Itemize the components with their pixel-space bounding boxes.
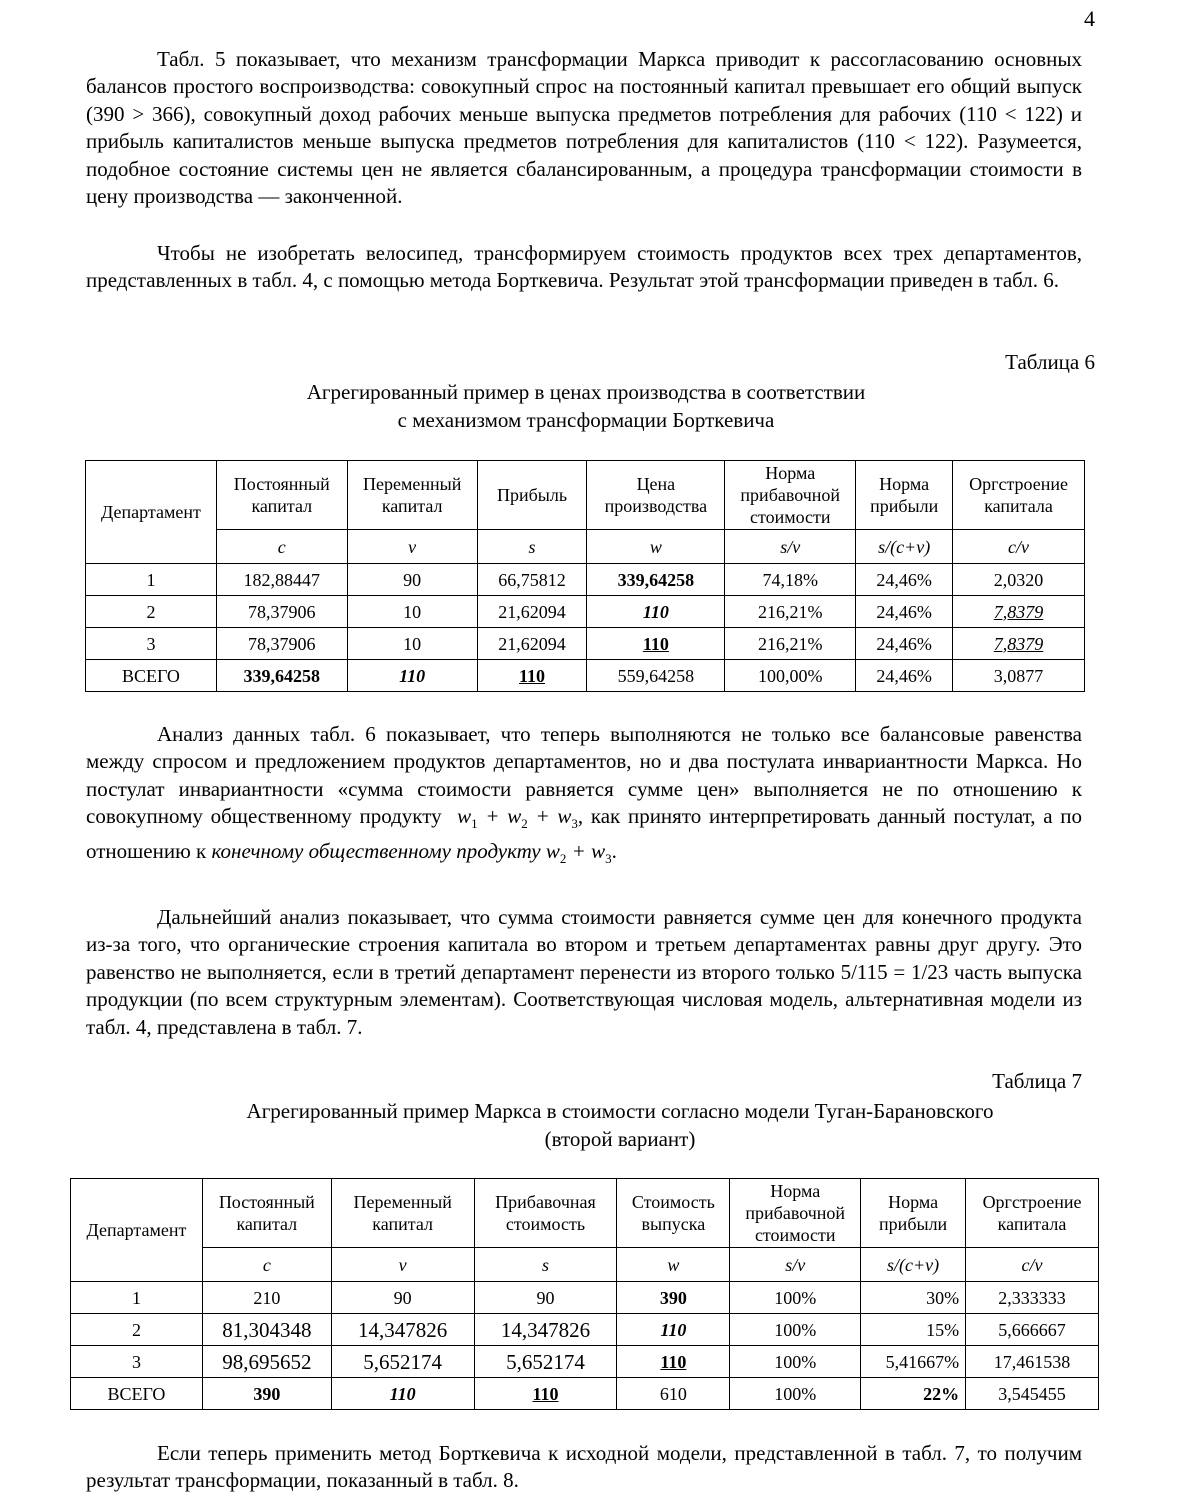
formula-final-product: $w_2 + w_3$ — [545, 838, 612, 866]
table-cell: 90 — [347, 564, 477, 596]
symbol-cell: c/v — [966, 1248, 1099, 1282]
table-row — [71, 1378, 1099, 1410]
symbol-cell: v — [331, 1248, 474, 1282]
header-cell: Переменный капитал — [347, 461, 477, 530]
table-cell: 7,8379 — [953, 596, 1085, 628]
table-cell: 21,62094 — [477, 628, 587, 660]
table-row — [71, 1346, 1099, 1378]
header-cell: Прибавочная стоимость — [474, 1179, 617, 1248]
table7 — [70, 1178, 1099, 1410]
symbol-cell: s/v — [730, 1248, 861, 1282]
header-cell: Департамент — [71, 1179, 203, 1282]
paragraph-5: Если теперь применить метод Борткевича к исходной модели, представленной в табл. 7, то получим результат трансформации, показанный в табл. 8. — [86, 1441, 1082, 1493]
table7-title: Агрегированный пример Маркса в стоимости согласно модели Туган-Барановского (второй вариант) — [246, 1099, 994, 1151]
table7-label: Таблица 7 — [992, 1069, 1082, 1093]
table-cell: 110 — [587, 628, 725, 660]
header-cell: Норма прибавочной стоимости — [730, 1179, 861, 1248]
table-cell: 110 — [474, 1378, 617, 1410]
table-cell: 3 — [71, 1346, 203, 1378]
header-cell: Норма прибыли — [856, 461, 953, 530]
table-cell: 30% — [861, 1282, 966, 1314]
table-cell: 110 — [587, 596, 725, 628]
table-cell: 78,37906 — [216, 628, 347, 660]
symbol-cell: s/v — [725, 530, 856, 564]
table-cell: 2,0320 — [953, 564, 1085, 596]
page-number: 4 — [1084, 6, 1095, 31]
table-row — [86, 628, 1085, 660]
table-cell: 24,46% — [856, 628, 953, 660]
table-cell: 5,652174 — [331, 1346, 474, 1378]
table-cell: 110 — [477, 660, 587, 692]
header-cell: Цена производства — [587, 461, 725, 530]
table-cell: 100% — [730, 1346, 861, 1378]
table-cell: 3 — [86, 628, 217, 660]
header-cell: Прибыль — [477, 461, 587, 530]
table-cell: 390 — [202, 1378, 331, 1410]
table6-title: Агрегированный пример в ценах производства в соответствии с механизмом трансформации Борткевича — [306, 380, 866, 432]
table-cell: 21,62094 — [477, 596, 587, 628]
table-cell: 81,304348 — [202, 1314, 331, 1346]
table-cell: 3,0877 — [953, 660, 1085, 692]
table6 — [85, 460, 1085, 692]
table-cell: 5,41667% — [861, 1346, 966, 1378]
symbol-cell: s — [474, 1248, 617, 1282]
table-cell: 1 — [86, 564, 217, 596]
table-cell: ВСЕГО — [71, 1378, 203, 1410]
paragraph-4: Дальнейший анализ показывает, что сумма стоимости равняется сумме цен для конечного продукта из-за того, что органические строения капитала во втором и третьем департаментах равны друг другу. Это равенство не выполняется, если в третий департамент перенести из второго только 5/115 = 1/23 часть выпуска продукции (по всем структурным элементам). Соответствующая числовая модель, альтернативная модели из табл. 4, представлена в табл. 7. — [86, 905, 1082, 1039]
symbol-cell: w — [617, 1248, 730, 1282]
table-cell: 24,46% — [856, 564, 953, 596]
symbol-cell: s/(c+v) — [856, 530, 953, 564]
table-cell: 100% — [730, 1314, 861, 1346]
table6-label: Таблица 6 — [1005, 350, 1095, 374]
table-cell: 90 — [474, 1282, 617, 1314]
header-cell: Оргстроение капитала — [953, 461, 1085, 530]
table-cell: 98,695652 — [202, 1346, 331, 1378]
table7-header-row — [71, 1179, 1099, 1248]
table-cell: 100% — [730, 1378, 861, 1410]
symbol-cell: c — [202, 1248, 331, 1282]
table-cell: 110 — [617, 1346, 730, 1378]
header-cell: Департамент — [86, 461, 217, 564]
symbol-cell: s/(c+v) — [861, 1248, 966, 1282]
formula-total-product: $w_1 + w_2 + w_3$ — [457, 804, 578, 832]
table-cell: 216,21% — [725, 596, 856, 628]
table-cell: 210 — [202, 1282, 331, 1314]
table-cell: 100,00% — [725, 660, 856, 692]
table-cell: 110 — [331, 1378, 474, 1410]
table-cell: 24,46% — [856, 660, 953, 692]
table-cell: 610 — [617, 1378, 730, 1410]
symbol-cell: c — [216, 530, 347, 564]
table-cell: 390 — [617, 1282, 730, 1314]
table-cell: 5,652174 — [474, 1346, 617, 1378]
table-row — [86, 596, 1085, 628]
table-cell: 110 — [347, 660, 477, 692]
header-cell: Переменный капитал — [331, 1179, 474, 1248]
table-cell: 2 — [86, 596, 217, 628]
table-cell: 3,545455 — [966, 1378, 1099, 1410]
header-cell: Постоянный капитал — [202, 1179, 331, 1248]
header-cell: Оргстроение капитала — [966, 1179, 1099, 1248]
header-cell: Норма прибыли — [861, 1179, 966, 1248]
table-cell: 10 — [347, 628, 477, 660]
table-cell: 14,347826 — [474, 1314, 617, 1346]
symbol-cell: v — [347, 530, 477, 564]
table7-symbol-row — [71, 1248, 1099, 1282]
table-cell: 10 — [347, 596, 477, 628]
table-cell: 15% — [861, 1314, 966, 1346]
table-cell: 339,64258 — [587, 564, 725, 596]
header-cell: Норма прибавочной стоимости — [725, 461, 856, 530]
table-cell: 66,75812 — [477, 564, 587, 596]
table-cell: ВСЕГО — [86, 660, 217, 692]
table-cell: 100% — [730, 1282, 861, 1314]
table-row — [71, 1282, 1099, 1314]
table6-symbol-row — [86, 530, 1085, 564]
paragraph-2: Чтобы не изобретать велосипед, трансформируем стоимость продуктов всех трех департаментов, представленных в табл. 4, с помощью метода Борткевича. Результат этой трансформации приведен в табл. 6. — [86, 241, 1082, 293]
table-cell: 339,64258 — [216, 660, 347, 692]
table-cell: 90 — [331, 1282, 474, 1314]
table-cell: 2 — [71, 1314, 203, 1346]
table-cell: 2,333333 — [966, 1282, 1099, 1314]
table-cell: 17,461538 — [966, 1346, 1099, 1378]
table-row — [71, 1314, 1099, 1346]
table-row — [86, 660, 1085, 692]
table-cell: 7,8379 — [953, 628, 1085, 660]
table-cell: 24,46% — [856, 596, 953, 628]
table-cell: 1 — [71, 1282, 203, 1314]
table-cell: 78,37906 — [216, 596, 347, 628]
header-cell: Постоянный капитал — [216, 461, 347, 530]
table-cell: 22% — [861, 1378, 966, 1410]
table-cell: 110 — [617, 1314, 730, 1346]
header-cell: Стоимость выпуска — [617, 1179, 730, 1248]
table-cell: 216,21% — [725, 628, 856, 660]
table6-header-row — [86, 461, 1085, 530]
paragraph-3: Анализ данных табл. 6 показывает, что теперь выполняются не только все балансовые равенства между спросом и предложением продуктов департаментов, но и два постулата инвариантности Маркса. Но постулат инвариантности «сумма стоимости равняется сумме цен» выполняется не по отношению к совокупному общественному продукту $w_1 + w_2 + w_3$, как принято интерпретировать данный постулат, а по отношению к конечному общественному продукту $w_2 + w_3$. — [86, 722, 1083, 866]
table-cell: 74,18% — [725, 564, 856, 596]
symbol-cell: c/v — [953, 530, 1085, 564]
table-row — [86, 564, 1085, 596]
table-cell: 14,347826 — [331, 1314, 474, 1346]
table-cell: 559,64258 — [587, 660, 725, 692]
table-cell: 182,88447 — [216, 564, 347, 596]
paragraph-1: Табл. 5 показывает, что механизм трансформации Маркса приводит к рассогласованию основных балансов простого воспроизводства: совокупный спрос на постоянный капитал превышает его общий выпуск (390 > 366), совокупный доход рабочих меньше выпуска предметов потребления для рабочих (110 < 122) и прибыль капиталистов меньше выпуска предметов потребления для капиталистов (110 < 122). Разумеется, подобное состояние системы цен не является сбалансированным, а процедура трансформации стоимости в цену производства — законченной. — [86, 47, 1082, 209]
symbol-cell: s — [477, 530, 587, 564]
table-cell: 5,666667 — [966, 1314, 1099, 1346]
symbol-cell: w — [587, 530, 725, 564]
